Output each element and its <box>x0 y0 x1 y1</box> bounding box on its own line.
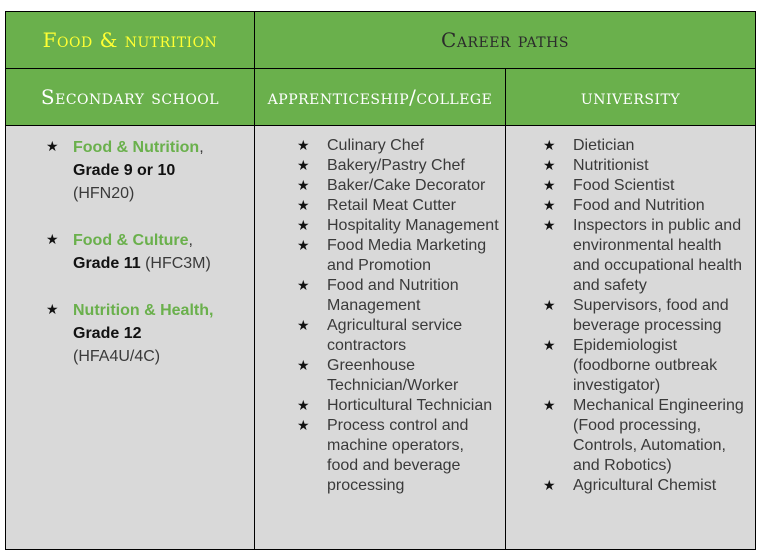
career-item <box>545 476 749 496</box>
course-grade: Grade 11 <box>73 255 141 272</box>
career-item <box>545 336 749 396</box>
header-food-nutrition-label: Food & nutrition <box>42 28 218 52</box>
header-secondary-school-label: Secondary school <box>40 85 220 109</box>
career-label: Food Media Marketing and Promotion <box>327 237 487 274</box>
career-item <box>299 416 499 496</box>
university-career-list <box>506 126 755 496</box>
career-item <box>545 156 749 176</box>
career-item <box>545 176 749 196</box>
career-label: Process control and machine operators, food and beverage processing <box>327 417 469 494</box>
career-label: Culinary Chef <box>327 137 424 154</box>
course-item <box>46 299 244 368</box>
star-bullet-icon: ★ <box>543 398 556 414</box>
star-bullet-icon: ★ <box>297 138 310 154</box>
apprenticeship-careers-cell <box>255 126 506 549</box>
career-item <box>545 136 749 156</box>
course-item <box>46 229 244 275</box>
course-suffix: , <box>188 232 193 249</box>
star-bullet-icon: ★ <box>543 138 556 154</box>
career-item <box>545 216 749 296</box>
star-bullet-icon: ★ <box>297 198 310 214</box>
career-label: Greenhouse Technician/Worker <box>327 357 459 394</box>
course-suffix: , <box>199 139 204 156</box>
star-bullet-icon: ★ <box>543 298 556 314</box>
star-bullet-icon: ★ <box>46 139 59 155</box>
header-career-paths-label: Career paths <box>441 28 569 52</box>
career-label: Horticultural Technician <box>327 397 493 414</box>
course-grade: Grade 12 <box>73 325 142 342</box>
course-grade: Grade 9 or 10 <box>73 162 176 179</box>
career-item <box>299 236 499 276</box>
star-bullet-icon: ★ <box>297 318 310 334</box>
career-label: Retail Meat Cutter <box>327 197 456 214</box>
header-university <box>506 69 755 126</box>
header-food-nutrition <box>6 12 255 69</box>
career-label: Inspectors in public and environmental health and occupational health and safety <box>573 217 743 294</box>
star-bullet-icon: ★ <box>543 478 556 494</box>
career-label: Bakery/Pastry Chef <box>327 157 465 174</box>
career-item <box>299 196 499 216</box>
star-bullet-icon: ★ <box>297 158 310 174</box>
star-bullet-icon: ★ <box>297 218 310 234</box>
secondary-courses-cell <box>6 126 255 549</box>
star-bullet-icon: ★ <box>297 418 310 434</box>
header-career-paths <box>255 12 755 69</box>
career-label: Food and Nutrition <box>573 197 705 214</box>
star-bullet-icon: ★ <box>297 178 310 194</box>
star-bullet-icon: ★ <box>297 398 310 414</box>
star-bullet-icon: ★ <box>297 238 310 254</box>
career-item <box>299 396 499 416</box>
star-bullet-icon: ★ <box>543 218 556 234</box>
career-label: Agricultural Chemist <box>573 477 717 494</box>
career-label: Food and Nutrition Management <box>327 277 459 314</box>
career-item <box>299 156 499 176</box>
career-item <box>299 136 499 156</box>
course-list <box>6 126 254 368</box>
header-university-label: university <box>580 85 681 109</box>
star-bullet-icon: ★ <box>543 338 556 354</box>
star-bullet-icon: ★ <box>543 158 556 174</box>
course-code: (HFN20) <box>73 185 135 202</box>
career-item <box>299 356 499 396</box>
career-label: Hospitality Management <box>327 217 499 234</box>
career-label: Food Scientist <box>573 177 675 194</box>
career-item <box>299 176 499 196</box>
course-code: (HFA4U/4C) <box>73 348 161 365</box>
header-secondary-school <box>6 69 255 126</box>
header-apprenticeship <box>255 69 506 126</box>
career-item <box>299 216 499 236</box>
career-item <box>299 316 499 356</box>
apprenticeship-career-list <box>255 126 505 496</box>
career-label: Epidemiologist (foodborne outbreak investigator) <box>573 337 718 394</box>
course-code: (HFC3M) <box>145 255 211 272</box>
career-item <box>545 396 749 476</box>
star-bullet-icon: ★ <box>543 198 556 214</box>
career-label: Baker/Cake Decorator <box>327 177 486 194</box>
career-item <box>299 276 499 316</box>
star-bullet-icon: ★ <box>543 178 556 194</box>
header-apprenticeship-label: apprenticeship/college <box>267 85 493 109</box>
course-name: Nutrition & Health, <box>73 302 214 319</box>
star-bullet-icon: ★ <box>297 278 310 294</box>
star-bullet-icon: ★ <box>46 232 59 248</box>
career-label: Mechanical Engineering (Food processing, Controls, Automation, and Robotics) <box>573 397 744 474</box>
star-bullet-icon: ★ <box>46 302 59 318</box>
career-label: Supervisors, food and beverage processing <box>573 297 729 334</box>
career-label: Dietician <box>573 137 635 154</box>
star-bullet-icon: ★ <box>297 358 310 374</box>
course-item <box>46 136 244 205</box>
university-careers-cell <box>506 126 755 549</box>
career-table <box>5 11 756 550</box>
career-label: Nutritionist <box>573 157 649 174</box>
course-name: Food & Culture <box>73 232 189 249</box>
course-name: Food & Nutrition <box>73 139 200 156</box>
career-item <box>545 296 749 336</box>
career-item <box>545 196 749 216</box>
career-label: Agricultural service contractors <box>327 317 463 354</box>
